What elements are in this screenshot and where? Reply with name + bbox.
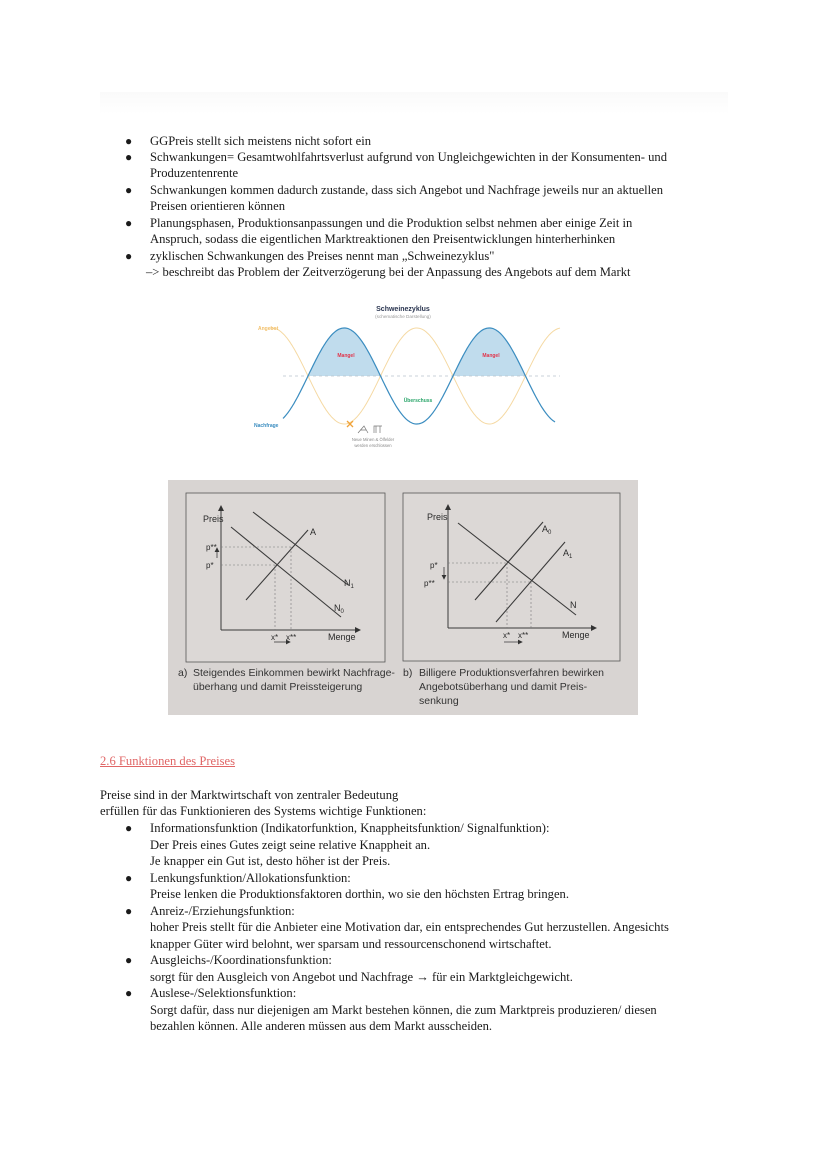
caption-line: Steigendes Einkommen bewirkt Nachfrage-	[193, 667, 395, 679]
n1-main: N	[344, 578, 351, 588]
panel-a-p2: p**	[206, 543, 217, 552]
bullet: ●	[125, 821, 133, 835]
a1-main: A	[563, 548, 570, 558]
caption-b	[419, 666, 604, 708]
panel-a-p1: p*	[206, 561, 214, 570]
bullet: ●	[125, 870, 133, 885]
n0-sub: 0	[340, 609, 344, 615]
bullet: ●	[125, 953, 133, 967]
function-description: bezahlen können. Alle anderen müssen aus dem Markt ausscheiden.	[150, 1019, 493, 1033]
ueberschuss-label: Überschuss	[403, 398, 433, 404]
bullet: ●	[125, 150, 133, 164]
panel-a-a-label: A	[310, 527, 317, 537]
caption-line: überhang und damit Preissteigerung	[193, 681, 363, 693]
section-heading: 2.6 Funktionen des Preises	[100, 754, 236, 768]
bullet: ●	[125, 216, 133, 230]
caption-line: Billigere Produktionsverfahren bewirken	[419, 667, 605, 679]
panel-a-x2: x**	[286, 633, 297, 642]
function-title: Auslese-/Selektionsfunktion:	[150, 986, 297, 1000]
nachfrage-label: Nachfrage	[254, 423, 279, 429]
caption-a	[193, 666, 395, 694]
list-item-cont: Produzentenrente	[150, 166, 239, 180]
intro-line: erfüllen für das Funktionieren des Systems wichtige Funktionen:	[100, 804, 427, 818]
diagram-subtitle: (schematische Darstellung)	[375, 314, 431, 319]
function-description: Der Preis eines Gutes zeigt seine relative Knappheit an.	[150, 837, 431, 852]
list-item-cont: Anspruch, sodass die eigentlichen Marktreaktionen den Preisentwicklungen hinterherhinken	[150, 232, 616, 246]
panel-b-ylabel: Preis	[427, 512, 448, 522]
function-description: Sorgt dafür, dass nur diejenigen am Markt bestehen können, die zum Marktpreis produzieren/ diesen	[150, 1002, 657, 1017]
panel-a-ylabel: Preis	[203, 514, 224, 524]
cross-icon	[347, 421, 353, 427]
function-title: Lenkungsfunktion/Allokationsfunktion:	[150, 870, 351, 885]
function-description: hoher Preis stellt für die Anbieter eine Motivation dar, ein entsprechendes Gut herzustellen. Angesichts	[150, 920, 669, 934]
a0-main: A	[542, 524, 549, 534]
list-item: GGPreis stellt sich meistens nicht sofort ein	[150, 134, 372, 148]
n1-sub: 1	[350, 584, 354, 590]
diagram-title: Schweinezyklus	[376, 306, 430, 313]
mangel-area	[308, 328, 526, 376]
panel-b-x2: x**	[518, 631, 529, 640]
function-description: knapper Güter wird belohnt, wer sparsam und ressourcenschonend wirtschaftet.	[150, 936, 552, 951]
schweinezyklus-diagram	[0, 0, 828, 470]
panel-b-x1: x*	[503, 631, 511, 640]
panel-b-n-label: N	[570, 600, 577, 610]
a0-sub: 0	[548, 530, 552, 536]
mangel-label: Mangel	[482, 353, 500, 359]
bullet: ●	[125, 183, 133, 197]
arrow-note: –> beschreibt das Problem der Zeitverzögerung bei der Anpassung des Angebots auf dem Markt	[146, 265, 631, 279]
angebot-label: Angebot	[258, 326, 279, 332]
note-line2: werden erschlossen	[354, 443, 392, 448]
panel-b-p2: p**	[424, 579, 435, 588]
bullet: ●	[125, 986, 133, 1000]
panel-a-xlabel: Menge	[328, 632, 356, 642]
mine-oil-icon	[358, 426, 382, 433]
function-description: sorgt für den Ausgleich von Angebot und Nachfrage → für ein Marktgleichgewicht.	[150, 969, 573, 984]
list-item: Schwankungen= Gesamtwohlfahrtsverlust aufgrund von Ungleichgewichten in der Konsumenten- und	[150, 150, 668, 164]
function-description: Je knapper ein Gut ist, desto höher ist der Preis.	[150, 854, 391, 868]
note-line1: Neue Minen & Ölfelder	[351, 437, 395, 442]
mangel-label: Mangel	[337, 353, 355, 359]
function-title: Ausgleichs-/Koordinationsfunktion:	[150, 953, 332, 967]
bullet: ●	[125, 903, 133, 918]
panel-b-p1: p*	[430, 561, 438, 570]
list-item: zyklischen Schwankungen des Preises nennt man „Schweinezyklus"	[150, 249, 495, 263]
intro-line: Preise sind in der Marktwirtschaft von zentraler Bedeutung	[100, 788, 399, 802]
n0-main: N	[334, 603, 341, 613]
function-title: Informationsfunktion (Indikatorfunktion, Knappheitsfunktion/ Signalfunktion):	[150, 821, 550, 835]
function-title: Anreiz-/Erziehungsfunktion:	[150, 903, 295, 918]
caption-line: senkung	[419, 695, 459, 707]
a1-sub: 1	[569, 554, 573, 560]
bullet: ●	[125, 134, 133, 148]
panel-a-x1: x*	[271, 633, 279, 642]
list-item: Planungsphasen, Produktionsanpassungen und die Produktion selbst nehmen aber einige Zeit in	[150, 216, 633, 230]
caption-b-prefix: b)	[403, 667, 413, 679]
bullet: ●	[125, 249, 133, 263]
caption-a-prefix: a)	[178, 667, 188, 679]
list-item-cont: Preisen orientieren können	[150, 199, 285, 213]
panel-b-xlabel: Menge	[562, 630, 590, 640]
function-description: Preise lenken die Produktionsfaktoren dorthin, wo sie den höchsten Ertrag bringen.	[150, 887, 569, 901]
list-item: Schwankungen kommen dadurch zustande, dass sich Angebot und Nachfrage jeweils nur an aktuellen	[150, 183, 664, 197]
caption-line: Angebotsüberhang und damit Preis-	[419, 681, 588, 693]
